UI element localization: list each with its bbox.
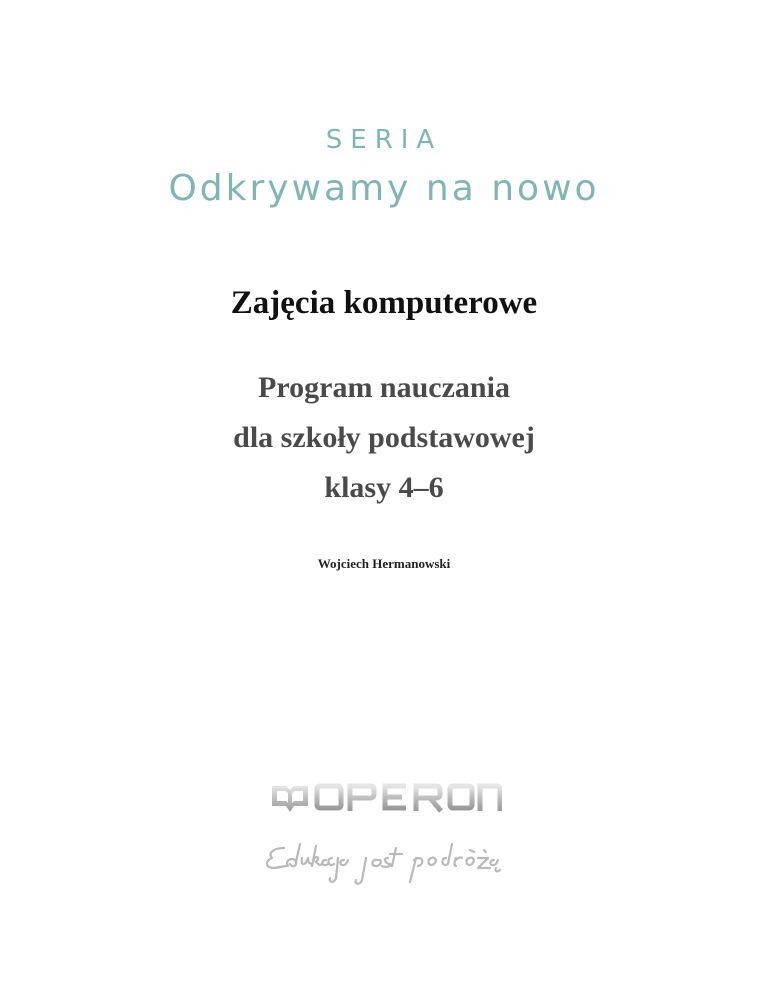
series-name: Odkrywamy na nowo bbox=[168, 168, 600, 209]
subtitle-line-3: klasy 4–6 bbox=[324, 471, 444, 504]
book-emblem-icon bbox=[272, 786, 308, 812]
publisher-slogan bbox=[262, 838, 512, 900]
subtitle-line-1: Program nauczania bbox=[258, 371, 510, 404]
subtitle-line-2: dla szkoły podstawowej bbox=[233, 421, 535, 454]
document-title: Zajęcia komputerowe bbox=[230, 285, 538, 321]
operon-logo bbox=[270, 780, 502, 816]
author-name: Wojciech Hermanowski bbox=[317, 556, 451, 571]
series-label: SERIA bbox=[325, 125, 443, 155]
